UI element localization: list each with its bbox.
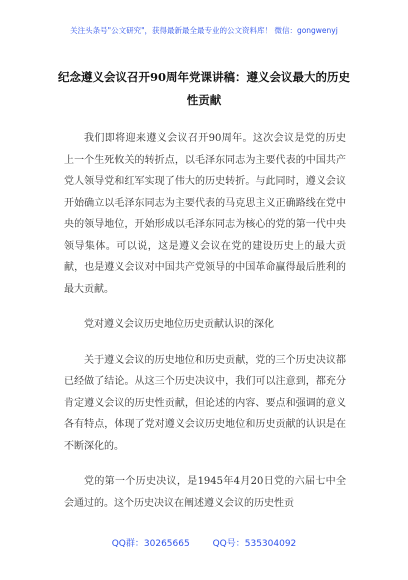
footer-qq-number: QQ号：535304092 [212,539,297,549]
section-heading: 党对遵义会议历史地位历史贡献认识的深化 [84,319,274,330]
footer-contact [0,536,408,549]
header-promo-note: 关注头条号"公文研究"，获得最新最全最专业的公文资料库！ 微信：gongwenyj [70,26,338,35]
paragraph-intro: 我们即将迎来遵义会议召开90周年。这次会议是党的历史上一个生死攸关的转折点，以毛泽东同志为主要代表的中国共产党人领导党和红军实现了伟大的历史转折。与此同时，遵义会议开始确立以毛泽东同志为主要代表的马克思主义正确路线在党中央的领导地位，开始形成以毛泽东同志为核心的党的第一代中央领导集体。可以说，这是遵义会议在党的建设历史上的最大贡献，也是遵义会议对中国共产党领导的中国革命赢得最后胜利的最大贡献。 [64,133,346,295]
paragraph-first-resolution: 党的第一个历史决议，是1945年4月20日党的六届七中全会通过的。这个历史决议在阐述遵义会议的历史性贡 [64,476,346,509]
footer-qq-group: QQ群：30265665 [111,539,190,549]
document-body [64,128,346,528]
paragraph-resolutions: 关于遵义会议的历史地位和历史贡献，党的三个历史决议都已经做了结论。从这三个历史决议中，我们可以注意到，都充分肯定遵义会议的历史性贡献，但论述的内容、要点和强调的意义各有特点，体现了党对遵义会议历史地位和历史贡献的认识是在不断深化的。 [64,354,346,452]
document-title-line-2: 性贡献 [186,93,222,107]
document-title [44,66,364,112]
document-title-line-1: 纪念遵义会议召开90周年党课讲稿：遵义会议最大的历史 [57,70,350,84]
